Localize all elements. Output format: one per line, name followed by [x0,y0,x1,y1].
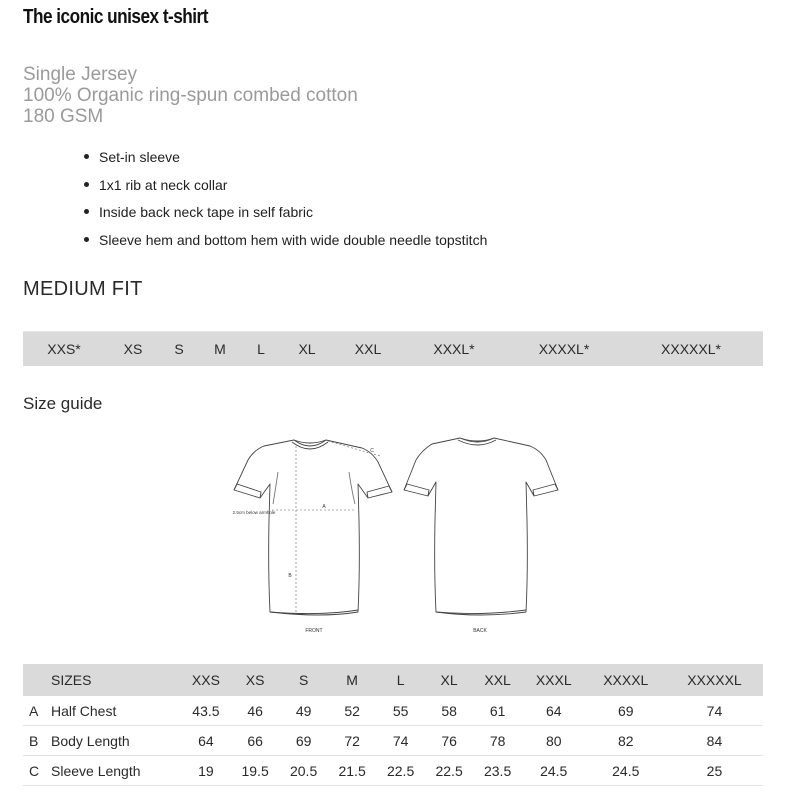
table-header-row [23,664,763,696]
table-cell: 25 [666,756,763,786]
size-option: S [174,341,184,357]
tshirt-back-icon [404,438,558,615]
feature-item [82,229,487,257]
size-option: XXL [354,341,382,357]
table-header-cell: XXS [181,664,231,696]
table-row [23,756,763,786]
table-header-cell: XXL [473,664,522,696]
table-header-cell: XXXL [522,664,586,696]
size-option: XXS* [47,341,81,357]
table-cell: 46 [231,696,280,726]
product-title: The iconic unisex t-shirt [23,6,208,28]
fabric-specs [23,64,358,127]
table-header-cell: XXXXXL [666,664,763,696]
size-option: XXXXL* [538,341,590,357]
feature-text: Set-in sleeve [99,149,180,165]
table-cell: 74 [666,696,763,726]
feature-text: Inside back neck tape in self fabric [99,204,314,220]
fit-heading: MEDIUM FIT [23,278,143,300]
table-row [23,726,763,756]
spec-line: 100% Organic ring-spun combed cotton [23,85,358,106]
table-cell: 74 [376,726,425,756]
front-label: FRONT [305,628,323,634]
table-cell: 22.5 [425,756,474,786]
row-letter: B [23,726,51,756]
table-cell: 76 [425,726,474,756]
table-cell: 52 [328,696,377,726]
table-header-cell [23,664,51,696]
available-sizes-bar [23,331,763,366]
size-option: L [257,341,265,357]
table-cell: 69 [586,696,666,726]
size-option: XXXXXL* [661,341,721,357]
bullet-icon [84,154,89,159]
armhole-note: 2.5cm below armhole [232,510,276,515]
back-label: BACK [473,628,487,634]
marker-a-label: A [322,504,326,510]
size-option: XS [123,341,143,357]
table-cell: 24.5 [586,756,666,786]
marker-c-label: C [370,448,374,454]
feature-item [82,174,487,202]
table-cell: 23.5 [473,756,522,786]
size-option: M [214,341,226,357]
size-option: XXXL* [433,341,475,357]
spec-line: Single Jersey [23,64,138,85]
row-name: Half Chest [51,696,181,726]
table-header-cell: S [279,664,328,696]
row-name: Sleeve Length [51,756,181,786]
table-cell: 80 [522,726,586,756]
table-header-cell: XXXXL [586,664,666,696]
table-row [23,696,763,726]
table-cell: 43.5 [181,696,231,726]
row-name: Body Length [51,726,181,756]
bullet-icon [84,209,89,214]
table-cell: 58 [425,696,474,726]
table-cell: 49 [279,696,328,726]
table-cell: 20.5 [279,756,328,786]
size-guide-heading: Size guide [23,394,103,413]
row-letter: C [23,756,51,786]
table-header-cell: XL [425,664,474,696]
table-cell: 22.5 [376,756,425,786]
feature-text: 1x1 rib at neck collar [99,176,228,193]
feature-item [82,201,487,229]
table-cell: 19 [181,756,231,786]
table-header-cell: SIZES [51,664,181,696]
table-cell: 84 [666,726,763,756]
table-header-cell: L [376,664,425,696]
table-cell: 21.5 [328,756,377,786]
row-letter: A [23,696,51,726]
feature-list [82,146,487,256]
table-cell: 24.5 [522,756,586,786]
spec-line: 180 GSM [23,106,104,127]
size-table [23,664,763,786]
table-cell: 19.5 [231,756,280,786]
table-cell: 72 [328,726,377,756]
tshirt-front-icon [234,440,392,615]
tshirt-diagram [222,432,562,642]
table-cell: 55 [376,696,425,726]
feature-text: Sleeve hem and bottom hem with wide double needle topstitch [99,231,488,248]
marker-b-label: B [288,573,292,579]
bullet-icon [84,237,89,242]
table-cell: 64 [181,726,231,756]
table-header-cell: M [328,664,377,696]
size-option: XL [298,341,316,357]
table-cell: 82 [586,726,666,756]
bullet-icon [84,182,89,187]
table-cell: 66 [231,726,280,756]
table-cell: 61 [473,696,522,726]
feature-item [82,146,487,174]
table-cell: 64 [522,696,586,726]
table-cell: 69 [279,726,328,756]
table-cell: 78 [473,726,522,756]
table-header-cell: XS [231,664,280,696]
